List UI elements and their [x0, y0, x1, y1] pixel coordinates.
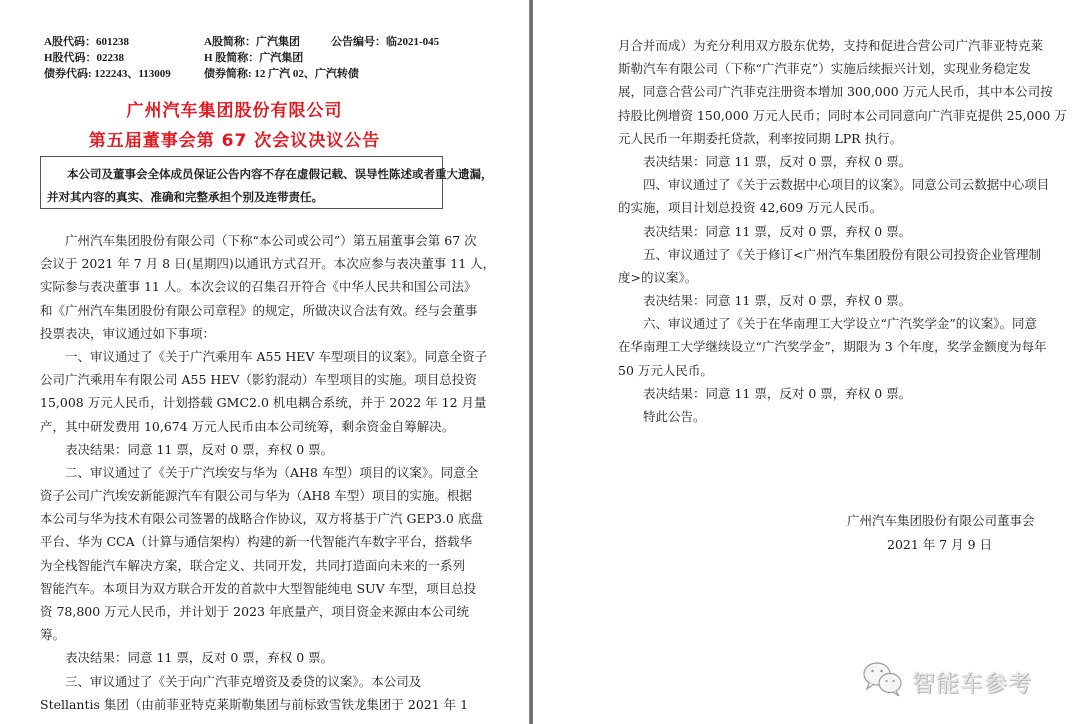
watermark: [862, 660, 1032, 702]
resolution-2-line: 智能汽车。本项目为双方联合开发的首款中大型智能纯电 SUV 车型，项目总投: [40, 580, 477, 596]
wechat-icon: [862, 660, 906, 702]
resolution-1-line: 公司广汽乘用车有限公司 A55 HEV（影豹混动）车型项目的实施。项目总投资: [40, 372, 477, 388]
resolution-2-line: 资子公司广汽埃安新能源汽车有限公司与华为（AH8 车型）项目的实施。根据: [40, 488, 472, 504]
resolution-3-line: 三、审议通过了《关于向广汽菲克增资及委贷的议案》。本公司及: [40, 673, 422, 689]
bond-code: 债券代码: 122243、113009: [44, 68, 171, 80]
body-line: 实际参与表决董事 11 人。本次会议的召集召开符合《中华人民共和国公司法》: [40, 279, 477, 295]
resolution-3-line: 展，同意合营公司广汽菲克注册资本增加 300,000 万元人民币，其中本公司按: [618, 84, 1053, 100]
right-body-text: [618, 34, 1067, 428]
resolution-3-line: 斯勒汽车有限公司（下称“广汽菲克”）实施后续振兴计划，实现业务稳定发: [618, 61, 1031, 77]
resolution-2-line: 资 78,800 万元人民币，并计划于 2023 年底量产，项目资金来源由本公司统: [40, 604, 469, 619]
resolution-3-line: Stellantis 集团（由前菲亚特克莱斯勒集团与前标致雪铁龙集团于 2021 年 1: [40, 696, 469, 712]
h-share-code: H股代码：02238: [44, 52, 125, 64]
resolution-2-line: 为全栈智能汽车解决方案，联合定义、共同开发，共同打造面向未来的一系列: [40, 557, 466, 573]
a-share-code: A股代码：601238: [44, 36, 129, 48]
signature-date: 2021 年 7 月 9 日: [887, 537, 993, 552]
right-document-page: [533, 0, 1080, 724]
resolution-1-line: 15,008 万元人民币，计划搭载 GMC2.0 机电耦合系统，并于 2022 年 12 月量: [40, 395, 487, 411]
resolution-2-line: 筹。: [40, 627, 66, 643]
watermark-text: 智能车参考: [912, 670, 1032, 697]
resolution-4-line: 四、审议通过了《关于云数据中心项目的议案》。同意公司云数据中心项目: [618, 177, 1050, 193]
resolution-6-line: 在华南理工大学继续设立“广汽奖学金”，期限为 3 个年度，奖学金额度为每年: [618, 339, 1047, 355]
resolution-2-line: 平台、华为 CCA（计算与通信架构）构建的新一代智能汽车数字平台，搭载华: [40, 534, 473, 550]
signature-company: 广州汽车集团股份有限公司董事会: [847, 513, 1035, 528]
announcement-title: 第五届董事会第 67 次会议决议公告: [88, 131, 381, 151]
company-title: 广州汽车集团股份有限公司: [126, 101, 343, 121]
vote-result-2: 表决结果：同意 11 票，反对 0 票，弃权 0 票。: [40, 650, 334, 666]
bond-name: 债券简称: 12 广汽 02、广汽转债: [204, 68, 359, 80]
left-document-page: [0, 0, 529, 724]
resolution-1-line: 产，其中研发费用 10,674 万元人民币由本公司统筹，剩余资金自筹解决。: [40, 418, 455, 434]
resolution-6-line: 50 万元人民币。: [618, 362, 713, 378]
resolution-5-line: 度>的议案》。: [618, 269, 698, 285]
vote-result-4: 表决结果：同意 11 票，反对 0 票，弃权 0 票。: [618, 223, 912, 239]
body-line: 广州汽车集团股份有限公司（下称“本公司或公司”）第五届董事会第 67 次: [40, 233, 477, 248]
closing-statement: 特此公告。: [618, 409, 706, 424]
resolution-5-line: 五、审议通过了《关于修订<广州汽车集团股份有限公司投资企业管理制: [618, 246, 1041, 262]
vote-result-3: 表决结果：同意 11 票，反对 0 票，弃权 0 票。: [618, 153, 912, 169]
h-share-name: H 股简称：广汽集团: [204, 52, 304, 64]
body-line: 会议于 2021 年 7 月 8 日(星期四)以通讯方式召开。本次应参与表决董事 11 人，: [40, 256, 496, 272]
resolution-3-line: 持股比例增资 150,000 万元人民币；同时本公司同意向广汽菲克提供 25,000 万: [618, 107, 1067, 123]
resolution-2-line: 本公司与华为技术有限公司签署的战略合作协议，双方将基于广汽 GEP3.0 底盘: [40, 511, 483, 527]
resolution-6-line: 六、审议通过了《关于在华南理工大学设立“广汽奖学金”的议案》。同意: [618, 316, 1038, 332]
disclaimer-line-2: 并对其内容的真实、准确和完整承担个别及连带责任。: [47, 190, 323, 204]
body-line: 和《广州汽车集团股份有限公司章程》的规定，所做决议合法有效。经与会董事: [40, 302, 478, 318]
vote-result-1: 表决结果：同意 11 票，反对 0 票，弃权 0 票。: [40, 441, 334, 457]
resolution-2-line: 二、审议通过了《关于广汽埃安与华为（AH8 车型）项目的议案》。同意全: [40, 464, 479, 480]
resolution-4-line: 的实施，项目计划总投资 42,609 万元人民币。: [618, 200, 883, 216]
left-body-text: [40, 229, 495, 716]
vote-result-6: 表决结果：同意 11 票，反对 0 票，弃权 0 票。: [618, 385, 912, 401]
body-line: 投票表决，审议通过如下事项：: [40, 325, 216, 341]
resolution-3-line: 月合并而成）为充分利用双方股东优势，支持和促进合营公司广汽菲亚特克莱: [618, 38, 1044, 53]
resolution-1-line: 一、审议通过了《关于广汽乘用车 A55 HEV 车型项目的议案》。同意全资子: [40, 348, 488, 364]
resolution-3-line: 元人民币一年期委托贷款，利率按同期 LPR 执行。: [618, 130, 903, 146]
disclaimer-line-1: 本公司及董事会全体成员保证公告内容不存在虚假记载、误导性陈述或者重大遗漏，: [67, 167, 493, 181]
a-share-name: A股简称：广汽集团: [204, 36, 300, 48]
announcement-number: 公告编号：临2021-045: [331, 36, 440, 48]
disclaimer-box: [40, 156, 493, 209]
vote-result-5: 表决结果：同意 11 票，反对 0 票，弃权 0 票。: [618, 293, 912, 309]
